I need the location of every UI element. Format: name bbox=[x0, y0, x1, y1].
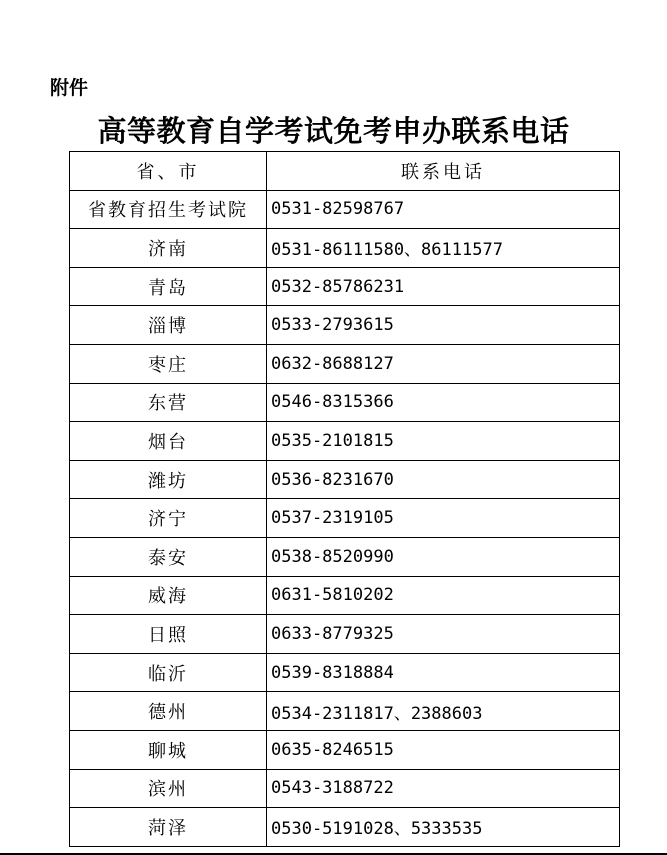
region-cell: 滨州 bbox=[70, 769, 267, 808]
table-row bbox=[70, 808, 620, 847]
region-cell: 潍坊 bbox=[70, 460, 267, 499]
region-cell: 青岛 bbox=[70, 267, 267, 306]
phone-cell: 0536-8231670 bbox=[267, 460, 620, 499]
region-cell: 淄博 bbox=[70, 306, 267, 345]
region-cell: 济宁 bbox=[70, 499, 267, 538]
phone-cell: 0543-3188722 bbox=[267, 769, 620, 808]
table-row bbox=[70, 344, 620, 383]
region-cell: 烟台 bbox=[70, 422, 267, 461]
contact-table bbox=[69, 151, 620, 847]
region-cell: 省教育招生考试院 bbox=[70, 190, 267, 229]
region-cell: 威海 bbox=[70, 576, 267, 615]
region-cell: 泰安 bbox=[70, 537, 267, 576]
table-row bbox=[70, 653, 620, 692]
phone-cell: 0534-2311817、2388603 bbox=[267, 692, 620, 731]
region-cell: 东营 bbox=[70, 383, 267, 422]
phone-cell: 0633-8779325 bbox=[267, 615, 620, 654]
table-row bbox=[70, 229, 620, 268]
table-row bbox=[70, 422, 620, 461]
region-cell: 枣庄 bbox=[70, 344, 267, 383]
region-cell: 菏泽 bbox=[70, 808, 267, 847]
column-header-region: 省、市 bbox=[70, 152, 267, 191]
table-row bbox=[70, 537, 620, 576]
region-cell: 德州 bbox=[70, 692, 267, 731]
table-row bbox=[70, 499, 620, 538]
column-header-phone: 联系电话 bbox=[267, 152, 620, 191]
table-row bbox=[70, 460, 620, 499]
phone-cell: 0537-2319105 bbox=[267, 499, 620, 538]
document-title: 高等教育自学考试免考申办联系电话 bbox=[97, 114, 570, 148]
phone-cell: 0546-8315366 bbox=[267, 383, 620, 422]
attachment-label: 附件 bbox=[50, 77, 89, 99]
table-row bbox=[70, 190, 620, 229]
region-cell: 聊城 bbox=[70, 730, 267, 769]
phone-cell: 0530-5191028、5333535 bbox=[267, 808, 620, 847]
phone-cell: 0532-85786231 bbox=[267, 267, 620, 306]
table-row bbox=[70, 383, 620, 422]
region-cell: 济南 bbox=[70, 229, 267, 268]
table-row bbox=[70, 306, 620, 345]
phone-cell: 0533-2793615 bbox=[267, 306, 620, 345]
phone-cell: 0538-8520990 bbox=[267, 537, 620, 576]
phone-cell: 0632-8688127 bbox=[267, 344, 620, 383]
phone-cell: 0631-5810202 bbox=[267, 576, 620, 615]
phone-cell: 0531-82598767 bbox=[267, 190, 620, 229]
phone-cell: 0539-8318884 bbox=[267, 653, 620, 692]
region-cell: 日照 bbox=[70, 615, 267, 654]
region-cell: 临沂 bbox=[70, 653, 267, 692]
table-row bbox=[70, 692, 620, 731]
table-row bbox=[70, 769, 620, 808]
table-row bbox=[70, 576, 620, 615]
phone-cell: 0635-8246515 bbox=[267, 730, 620, 769]
table-row bbox=[70, 730, 620, 769]
table-row bbox=[70, 267, 620, 306]
table-row bbox=[70, 615, 620, 654]
phone-cell: 0535-2101815 bbox=[267, 422, 620, 461]
table-header-row bbox=[70, 152, 620, 191]
phone-cell: 0531-86111580、86111577 bbox=[267, 229, 620, 268]
